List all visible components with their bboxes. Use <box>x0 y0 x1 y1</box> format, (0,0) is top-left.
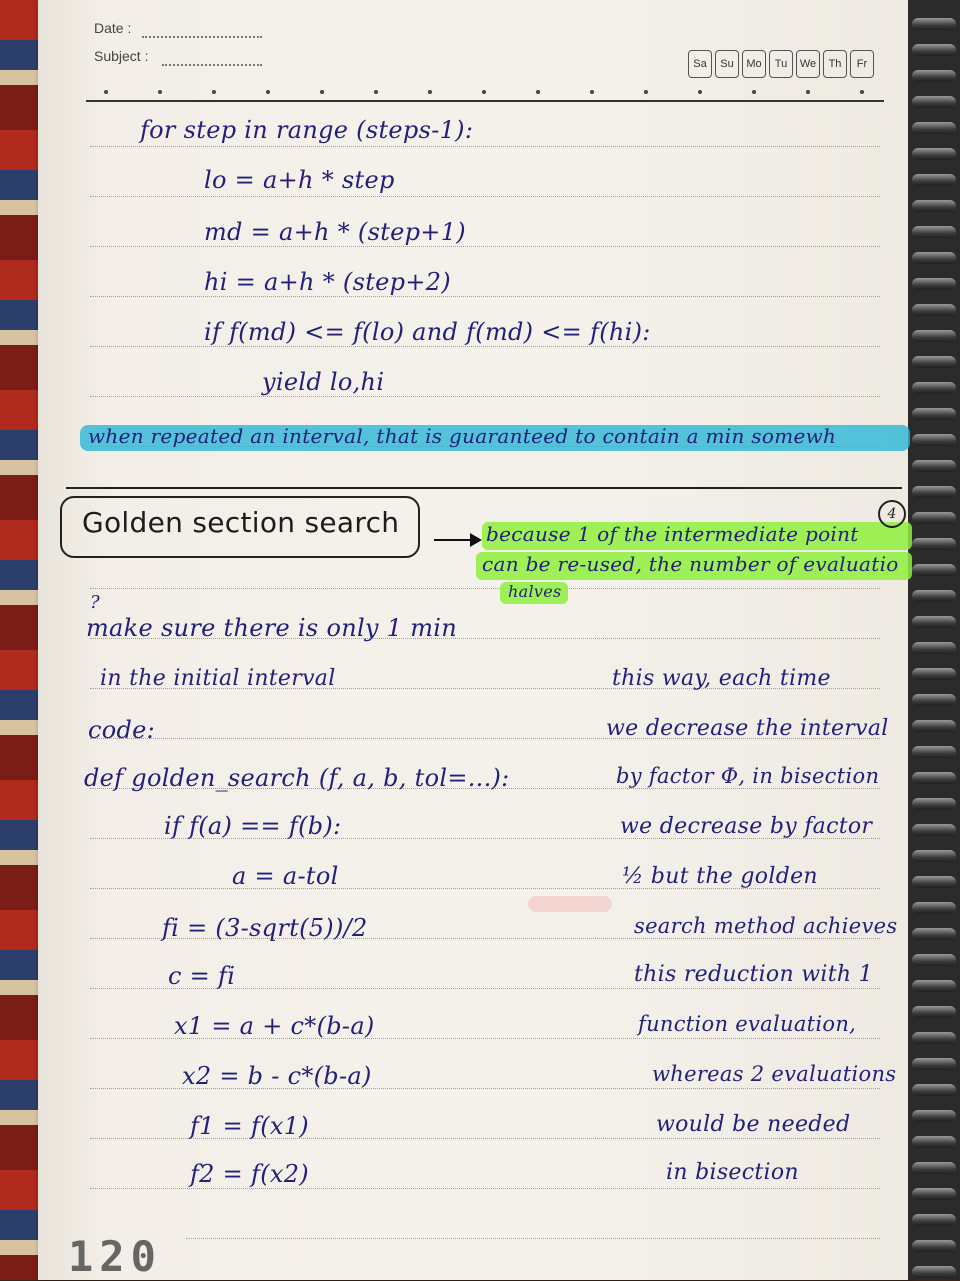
day-box-we: We <box>796 50 820 78</box>
coil-ring <box>912 382 956 394</box>
ruled-line <box>90 196 880 197</box>
coil-ring <box>912 1266 956 1278</box>
because-line-3: halves <box>508 582 562 601</box>
side-line-2: we decrease the interval <box>606 716 889 741</box>
coil-ring <box>912 746 956 758</box>
coil-ring <box>912 122 956 134</box>
red-ink-smudge <box>528 896 612 912</box>
code-line-yield: yield lo,hi <box>262 368 385 396</box>
coil-ring <box>912 668 956 680</box>
coil-ring <box>912 434 956 446</box>
coil-ring <box>912 408 956 420</box>
rule-dot <box>860 90 864 94</box>
side-line-11: in bisection <box>666 1160 799 1185</box>
side-line-10: would be needed <box>656 1112 851 1137</box>
ruled-line <box>90 146 880 147</box>
coil-ring <box>912 590 956 602</box>
because-line-1: because 1 of the intermediate point <box>486 522 859 546</box>
coil-ring <box>912 330 956 342</box>
coil-ring <box>912 902 956 914</box>
code-line-if: if f(md) <= f(lo) and f(md) <= f(hi): <box>204 318 651 346</box>
subject-label: Subject : <box>94 48 149 64</box>
rule-dot <box>644 90 648 94</box>
rule-dot <box>536 90 540 94</box>
ruled-line <box>90 1188 880 1189</box>
coil-ring <box>912 1110 956 1122</box>
rule-dot <box>320 90 324 94</box>
page-number: 120 <box>68 1232 162 1281</box>
page-circle-number: 4 <box>878 500 906 528</box>
coil-ring <box>912 564 956 576</box>
coil-ring <box>912 876 956 888</box>
code-line-lo: lo = a+h * step <box>204 166 395 194</box>
day-box-mo: Mo <box>742 50 766 78</box>
subject-dotted-line <box>162 64 262 66</box>
coil-ring <box>912 278 956 290</box>
rule-dot <box>428 90 432 94</box>
highlighted-note: when repeated an interval, that is guaranteed to contain a min somewh <box>88 424 837 448</box>
side-line-3: by factor Φ, in bisection <box>616 764 880 788</box>
coil-ring <box>912 460 956 472</box>
coil-ring <box>912 824 956 836</box>
side-line-9: whereas 2 evaluations <box>652 1062 897 1086</box>
coil-ring <box>912 954 956 966</box>
day-box-su: Su <box>715 50 739 78</box>
coil-ring <box>912 18 956 30</box>
coil-ring <box>912 720 956 732</box>
golden-code-c: c = fi <box>168 962 236 990</box>
coil-ring <box>912 772 956 784</box>
rule-dot <box>752 90 756 94</box>
because-line-2: can be re-used, the number of evaluatio <box>482 552 899 576</box>
rule-dot <box>104 90 108 94</box>
coil-ring <box>912 642 956 654</box>
code-label: code: <box>88 716 156 744</box>
coil-ring <box>912 356 956 368</box>
ruled-line <box>90 246 880 247</box>
coil-ring <box>912 1136 956 1148</box>
coil-ring <box>912 1214 956 1226</box>
coil-ring <box>912 616 956 628</box>
header-rule <box>86 100 884 102</box>
coil-ring <box>912 538 956 550</box>
section-title: Golden section search <box>82 506 400 539</box>
side-line-7: this reduction with 1 <box>634 962 873 987</box>
arrow-line <box>434 539 474 541</box>
rule-dot <box>698 90 702 94</box>
side-line-5: ½ but the golden <box>622 864 818 889</box>
coil-ring <box>912 1006 956 1018</box>
rule-dot <box>266 90 270 94</box>
make-sure-line-2: in the initial interval <box>100 666 336 691</box>
coil-ring <box>912 70 956 82</box>
coil-ring <box>912 1162 956 1174</box>
coil-ring <box>912 980 956 992</box>
rule-dot <box>374 90 378 94</box>
coil-ring <box>912 850 956 862</box>
coil-ring <box>912 486 956 498</box>
rule-dot <box>482 90 486 94</box>
coil-ring <box>912 148 956 160</box>
golden-code-x1: x1 = a + c*(b-a) <box>174 1012 375 1040</box>
ruled-line <box>186 1238 880 1239</box>
coil-ring <box>912 226 956 238</box>
side-line-1: this way, each time <box>612 666 831 691</box>
rule-dot <box>590 90 594 94</box>
rule-dot <box>212 90 216 94</box>
side-line-4: we decrease by factor <box>620 814 873 839</box>
ruled-line <box>90 588 880 589</box>
coil-ring <box>912 1032 956 1044</box>
coil-ring <box>912 928 956 940</box>
golden-code-a: a = a-tol <box>232 862 339 890</box>
golden-code-def: def golden_search (f, a, b, tol=...): <box>84 764 510 792</box>
code-line-hi: hi = a+h * (step+2) <box>204 268 451 296</box>
make-sure-line-1: make sure there is only 1 min <box>86 614 458 642</box>
section-rule <box>66 487 902 489</box>
day-box-th: Th <box>823 50 847 78</box>
ruled-line <box>90 296 880 297</box>
coil-ring <box>912 512 956 524</box>
day-box-sa: Sa <box>688 50 712 78</box>
ruled-line <box>90 396 880 397</box>
rule-dot <box>158 90 162 94</box>
golden-code-x2: x2 = b - c*(b-a) <box>182 1062 372 1090</box>
date-label: Date : <box>94 20 132 36</box>
golden-code-f2: f2 = f(x2) <box>190 1160 309 1188</box>
coil-ring <box>912 200 956 212</box>
coil-ring <box>912 1058 956 1070</box>
golden-code-f1: f1 = f(x1) <box>190 1112 309 1140</box>
code-line-md: md = a+h * (step+1) <box>204 218 466 246</box>
rule-dot <box>806 90 810 94</box>
day-box-tu: Tu <box>769 50 793 78</box>
golden-code-fi: fi = (3-sqrt(5))/2 <box>162 914 368 942</box>
coil-ring <box>912 304 956 316</box>
side-line-6: search method achieves <box>634 914 898 938</box>
weekday-boxes <box>688 50 874 78</box>
ruled-line <box>90 346 880 347</box>
coil-ring <box>912 96 956 108</box>
coil-ring <box>912 1240 956 1252</box>
coil-ring <box>912 44 956 56</box>
arrow-right-icon <box>470 533 482 547</box>
coil-ring <box>912 1084 956 1096</box>
date-dotted-line <box>142 36 262 38</box>
side-line-8: function evaluation, <box>638 1012 857 1036</box>
coil-ring <box>912 694 956 706</box>
coil-ring <box>912 1188 956 1200</box>
question-mark: ? <box>90 592 100 613</box>
code-line-for: for step in range (steps-1): <box>140 116 474 144</box>
coil-ring <box>912 174 956 186</box>
golden-code-if: if f(a) == f(b): <box>164 812 342 840</box>
coil-ring <box>912 252 956 264</box>
day-box-fr: Fr <box>850 50 874 78</box>
coil-ring <box>912 798 956 810</box>
